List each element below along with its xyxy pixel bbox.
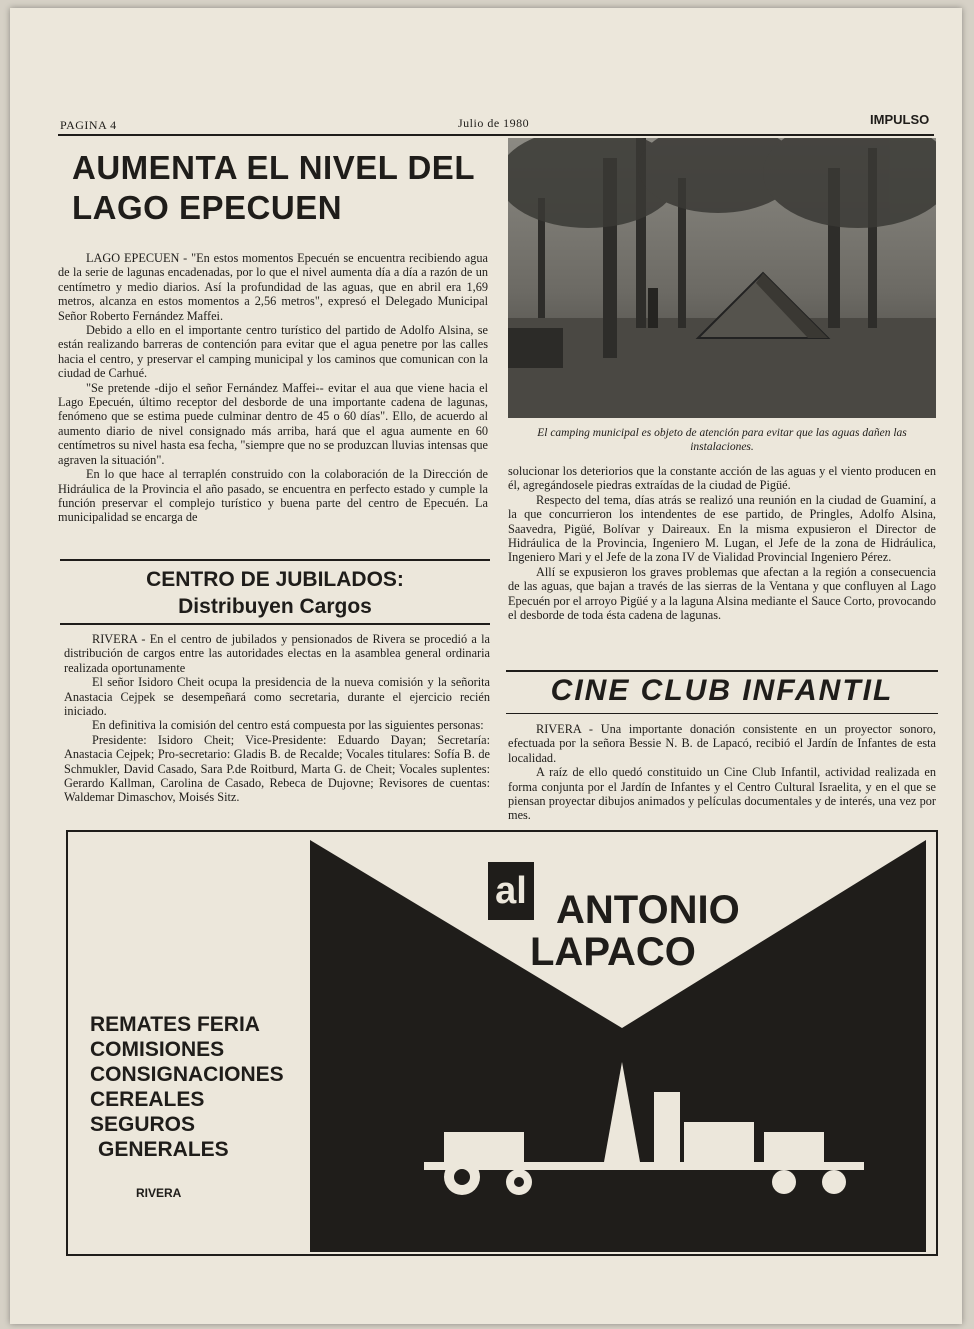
photo-caption: El camping municipal es objeto de atención para evitar que las aguas dañen las instalaciones. bbox=[537, 427, 907, 453]
section-headline-line-1: CENTRO DE JUBILADOS: bbox=[146, 568, 404, 591]
newspaper-page bbox=[10, 8, 962, 1324]
ad-services-list bbox=[90, 1012, 284, 1162]
section-rule bbox=[60, 559, 490, 561]
paragraph: Allí se expusieron los graves problemas que afectan a la región a consecuencia de las aguas, que bajan a través de las sierras de la Ventana y que confluyen al Lago Epecuén por el arroyo Pigüé y a la laguna Alsina mediante el Sauce Corto, provocando el desborde de toda ésta cadena de lagunas. bbox=[508, 564, 936, 623]
paragraph: solucionar los deteriorios que la constante acción de las aguas y el viento producen en él, agregándosele piedras extraídas de la ciudad de Pigüé. bbox=[508, 464, 936, 493]
page-number: PAGINA 4 bbox=[60, 118, 117, 132]
article-epecuen-body bbox=[58, 251, 488, 525]
section-rule bbox=[506, 670, 938, 672]
paragraph: El señor Isidoro Cheit ocupa la presidencia de la nueva comisión y la señorita Anastacia Cejpek se desempeñará como secretaria, durante el ejercicio recién iniciado. bbox=[64, 675, 490, 719]
paragraph: RIVERA - En el centro de jubilados y pensionados de Rivera se procedió a la distribución de cargos entre las autoridades electas en la asamblea general ordinaria realizada oportunamente bbox=[64, 632, 490, 675]
ad-service: CONSIGNACIONES bbox=[90, 1063, 284, 1086]
article-jubilados-body bbox=[64, 632, 490, 805]
header-rule bbox=[58, 134, 934, 136]
camping-photo bbox=[508, 138, 936, 418]
section-rule bbox=[60, 623, 490, 625]
newspaper-name: IMPULSO bbox=[870, 112, 930, 127]
ad-logo: al bbox=[488, 862, 534, 920]
section-rule bbox=[506, 713, 938, 714]
paragraph: RIVERA - Una importante donación consistente en un proyector sonoro, efectuada por la señora Bessie N. B. de Lapacó, recibió el Jardín de Infantes de esta localidad. bbox=[508, 722, 936, 765]
paragraph: En definitiva la comisión del centro está compuesta por las siguientes personas: bbox=[92, 718, 484, 733]
paragraph: En lo que hace al terraplén construido con la colaboración de la Dirección de Hidráulica de la Provincia el año pasado, se encuentra en perfecto estado y cumple la función preservar el complejo turístico y buena parte del centro de Epecuén. La municipalidad se encarga de bbox=[58, 467, 488, 525]
headline-line-1: AUMENTA EL NIVEL DEL bbox=[72, 149, 475, 186]
ad-service: GENERALES bbox=[98, 1138, 229, 1161]
advertisement-lapaco bbox=[66, 830, 938, 1256]
article-jubilados-headline bbox=[60, 566, 490, 620]
paragraph: A raíz de ello quedó constituido un Cine Club Infantil, actividad realizada en forma conjunta por el Jardín de Infantes y el Centro Cultural Israelita, y en el que se piensan proyectar dibujos animados y películas documentales y de interés, una vez por mes. bbox=[508, 765, 936, 823]
headline-line-2: LAGO EPECUEN bbox=[72, 189, 343, 226]
article-epecuen-continuation bbox=[508, 464, 936, 622]
camping-photo-image bbox=[508, 138, 936, 418]
paragraph: Debido a ello en el importante centro turístico del partido de Adolfo Alsina, se están realizando barreras de contención para evitar que el agua penetre por las calles hacia el centro, y preservar el camping municipal y los caminos que comunican con la ciudad de Carhué. bbox=[58, 323, 488, 381]
paragraph: LAGO EPECUEN - "En estos momentos Epecuén se encuentra recibiendo agua de la serie de lagunas encadenadas, por lo que el nivel aumenta día a día a razón de un centímetro y medio diarios. Así la profundidad de las aguas, que en abril era 1,69 metros, alcanza en estos momentos a 2,56 metros", expresó el Delegado Municipal Señor Roberto Fernández Maffei. bbox=[58, 251, 488, 323]
ad-location: RIVERA bbox=[136, 1186, 182, 1200]
ad-service: SEGUROS bbox=[90, 1113, 196, 1136]
ad-service: CEREALES bbox=[90, 1088, 205, 1111]
article-cine-body bbox=[508, 722, 936, 823]
article-cine-headline: CINE CLUB INFANTIL bbox=[550, 674, 894, 707]
article-epecuen-headline bbox=[72, 148, 502, 228]
ad-service: REMATES FERIA bbox=[90, 1013, 260, 1036]
ad-name-line-2: LAPACO bbox=[530, 930, 696, 974]
paragraph: "Se pretende -dijo el señor Fernández Maffei-- evitar el aua que viene hacia el Lago Epecuén, último receptor del desborde de una importante cadena de lagunas, fenómeno que se estima puede culminar dentro de 45 o 60 días". Ello, de acuerdo al aumento diario de nivel consignado más arriba, hará que el agua aumente en 60 centímetros su nivel hasta esa fecha, "siempre que no se produzcan lluvias intensas que agraven la situación". bbox=[58, 380, 488, 467]
issue-date: Julio de 1980 bbox=[458, 116, 530, 130]
ad-service: COMISIONES bbox=[90, 1038, 225, 1061]
section-headline-line-2: Distribuyen Cargos bbox=[178, 595, 372, 618]
paragraph: Respecto del tema, días atrás se realizó una reunión en la ciudad de Guaminí, a la que concurrieron los intendentes de ese partido, de Pringles, Adolfo Alsina, Saavedra, Pigüé, Bolívar y Daireaux. En la misma expusieron el Director de Hidráulica de la Provincia, Ingeniero M. Lugan, el Jefe de la zona de Hidráulica, Ingeniero Mari y el Jefe de la zona IV de Vialidad Provincial Ingeniero Pérez. bbox=[508, 492, 936, 565]
paragraph: Presidente: Isidoro Cheit; Vice-Presidente: Eduardo Dayan; Secretaría: Anastacia Cejpek; Pro-secretario: Gladis B. de Recalde; Vocales titulares: Sofía B. de Schmukler, David Casado, Sara P.de Roitburd, Marta G. de Cheit; Vocales suplentes: Gerardo Kallman, Carolina de Casado, Rebeca de Dujovne; Revisores de cuentas: Waldemar Dimaschov, Moisés Sitz. bbox=[64, 732, 490, 805]
ad-name-line-1: ANTONIO bbox=[556, 888, 740, 932]
